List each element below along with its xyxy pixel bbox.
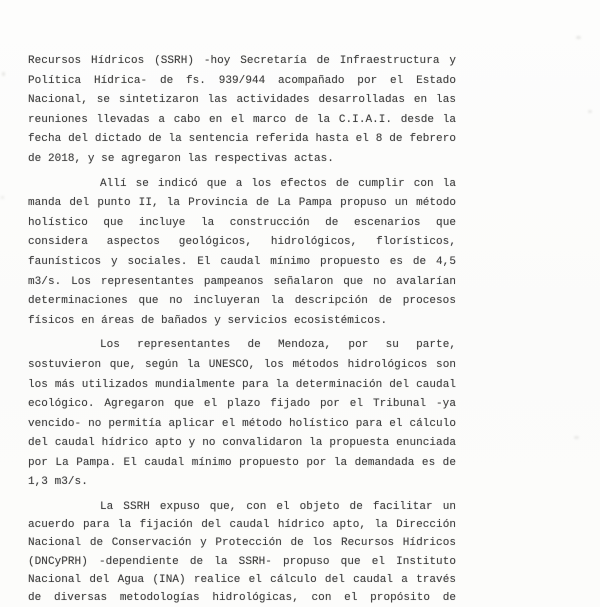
paragraph [28,52,456,170]
scan-artifact [588,110,592,113]
text-line: manda del punto II, la Provincia de La Pampa propuso un método [28,197,456,210]
scan-artifact [1,196,4,199]
text-line: fecha del dictado de la sentencia referida hasta el 8 de febrero [28,133,456,146]
text-line: físicos en áreas de bañados y servicios ecosistémicos. [28,314,388,327]
paragraph [28,175,456,332]
scan-artifact [574,436,579,439]
text-line: holístico que incluye la construcción de escenarios que [28,216,456,229]
text-line: considera aspectos geológicos, hidrológicos, florísticos, [28,236,456,249]
text-line: (DNCyPRH) -dependiente de la SSRH- propuso que el Instituto [28,555,456,568]
text-line: Nacional del Agua (INA) realice el cálculo del caudal a través [28,573,456,586]
paragraph [28,336,456,493]
text-line: de 2018, y se agregaron las respectivas actas. [28,152,334,165]
text-line: los más utilizados mundialmente para la determinación del caudal [28,378,456,391]
text-line: reuniones llevadas a cabo en el marco de la C.I.A.I. desde la [28,113,456,126]
text-line: 1,3 m3/s. [28,476,88,489]
text-line: m3/s. Los representantes pampeanos señalaron que no avalarían [28,275,456,288]
document-text [28,52,456,607]
text-line: faunísticos y sociales. El caudal mínimo propuesto es de 4,5 [28,255,456,268]
text-line: La SSRH expuso que, con el objeto de facilitar un [100,501,456,514]
text-line: del caudal hídrico apto y no convalidaron la propuesta enunciada [28,437,456,450]
text-line: sostuvieron que, según la UNESCO, los métodos hidrológicos son [28,358,456,371]
text-line: acuerdo para la fijación del caudal hídrico apto, la Dirección [28,519,456,532]
text-line: por La Pampa. El caudal mínimo propuesto por la demandada es de [28,456,456,469]
text-line: Política Hídrica- de fs. 939/944 acompañado por el Estado [28,74,456,87]
text-line: Nacional de Conservación y Protección de los Recursos Hídricos [28,537,456,550]
text-line: ecológico. Agregaron que el plazo fijado por el Tribunal -ya [28,398,456,411]
scan-artifact [2,72,5,76]
text-line: determinaciones que no incluyeran la descripción de procesos [28,295,456,308]
scan-artifact [576,36,581,39]
text-line: Los representantes de Mendoza, por su parte, [100,339,456,352]
paragraph [28,498,456,607]
text-line: Nacional, se sintetizaron las actividades desarrolladas en las [28,94,456,107]
text-line: Allí se indicó que a los efectos de cumplir con la [100,177,456,190]
text-line: Recursos Hídricos (SSRH) -hoy Secretaría de Infraestructura y [28,55,456,67]
text-line: de diversas metodologías hidrológicas, con el propósito de [28,592,456,605]
text-line: vencido- no permitía aplicar el método holístico para el cálculo [28,417,456,430]
